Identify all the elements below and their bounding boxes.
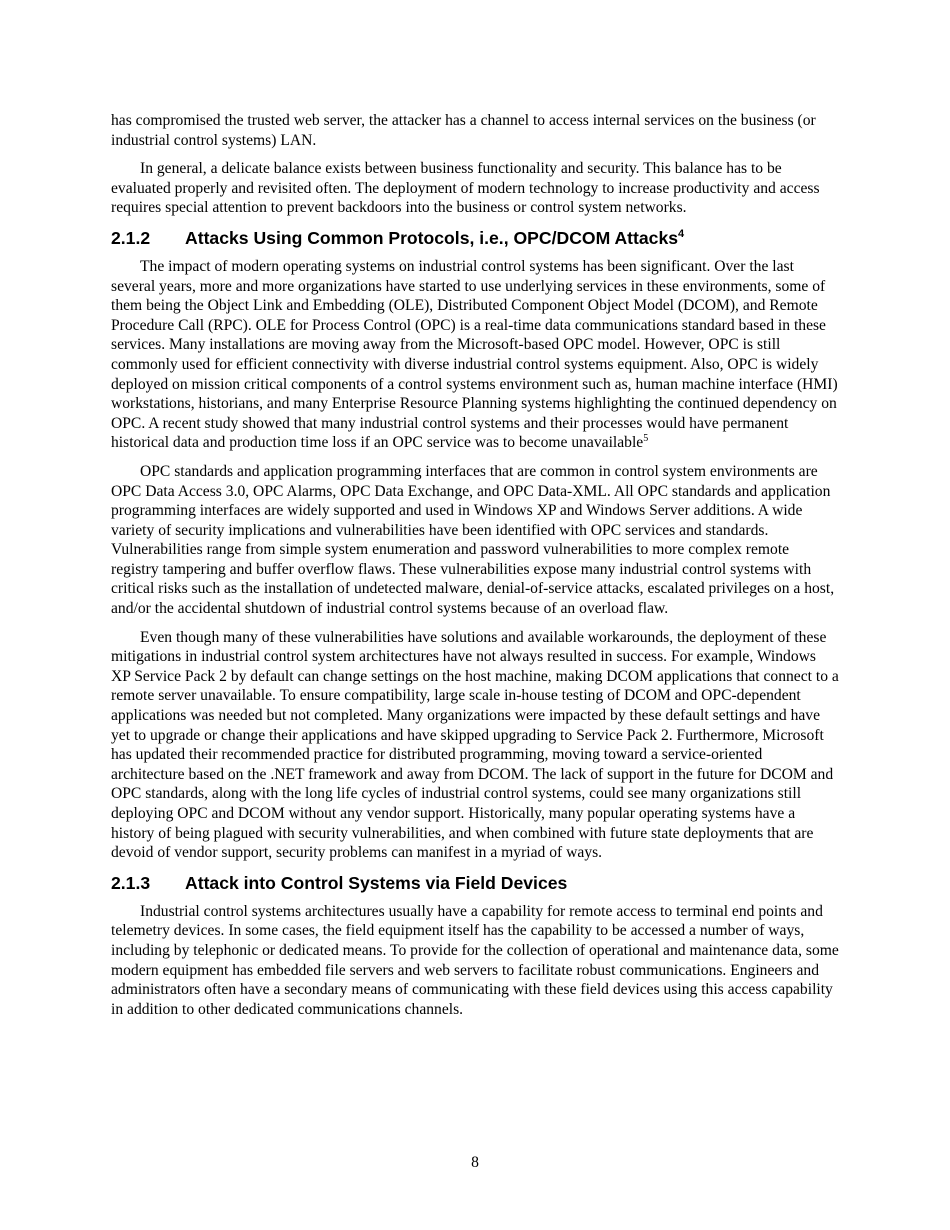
page-content [111, 111, 839, 1028]
paragraph-impact [111, 257, 839, 453]
paragraph-field-devices: Industrial control systems architectures usually have a capability for remote access to terminal end points and telemetry devices. In some cases, the field equipment itself has the capability to be accessed a number of ways, including by telephonic or dedicated means. To provide for the collection of operational and maintenance data, some modern equipment has embedded file servers and web servers to facilitate robust communications. Engineers and administrators often have a secondary means of communicating with these field devices using this access capability in addition to other dedicated communications channels. [111, 902, 839, 1018]
paragraph-balance: In general, a delicate balance exists between business functionality and security. This balance has to be evaluated properly and revisited often. The deployment of modern technology to increase productivity and access requires special attention to prevent backdoors into the business or control system networks. [111, 160, 820, 217]
footnote-ref-4[interactable]: 4 [678, 228, 685, 241]
page-number: 8 [471, 1154, 479, 1171]
paragraph-opc-standards: OPC standards and application programming interfaces that are common in control system environments are OPC Data Access 3.0, OPC Alarms, OPC Data Exchange, and OPC Data-XML. All OPC standards and application programming interfaces are widely supported and used in Windows XP and Windows Server additions. A wide variety of security implications and vulnerabilities have been identified with OPC services and standards. Vulnerabilities range from simple system enumeration and password vulnerabilities to more complex remote registry tampering and buffer overflow flaws. These vulnerabilities expose many industrial control systems with critical risks such as the installation of undetected malware, denial-of-service attacks, escalated privileges on a host, and/or the accidental shutdown of industrial control systems because of an overload flaw. [111, 462, 835, 618]
paragraph-mitigations: Even though many of these vulnerabilities have solutions and available workarounds, the deployment of these mitigations in industrial control system architectures have not always resulted in success. For example, Windows XP Service Pack 2 by default can change settings on the host machine, making DCOM applications that connect to a remote server unavailable. To ensure compatibility, large scale in-house testing of DCOM and OPC-dependent applications was needed but not completed. Many organizations were impacted by these default settings and have yet to upgrade or change their applications and have skipped upgrading to Service Pack 2. Furthermore, Microsoft has updated their recommended practice for distributed programming, moving toward a service-oriented architecture based on the .NET framework and away from DCOM. The lack of support in the future for DCOM and OPC standards, along with the long life cycles of industrial control systems, could see many organizations still deploying OPC and DCOM without any vendor support. Historically, many popular operating systems have a history of being plagued with security vulnerabilities, and when combined with future state deployments that are devoid of vendor support, security problems can manifest in a myriad of ways. [111, 628, 839, 862]
section-heading-2-1-2 [111, 227, 839, 249]
footnote-ref-5[interactable]: 5 [643, 433, 649, 445]
section-title: Attacks Using Common Protocols, i.e., OPC/DCOM Attacks [185, 227, 679, 248]
section-number: 2.1.3 [111, 872, 151, 893]
paragraph-impact-text: The impact of modern operating systems on industrial control systems has been significant. Over the last several years, more and more organizations have started to use underlying services in these environments, some of them being the Object Link and Embedding (OLE), Distributed Component Object Model (DCOM), and Remote Procedure Call (RPC). OLE for Process Control (OPC) is a real-time data communications standard based in these services. Many installations are moving away from the Microsoft-based OPC model. However, OPC is still commonly used for efficient connectivity with diverse industrial control systems equipment. Also, OPC is widely deployed on mission critical components of a control systems environment such as, human machine interface (HMI) workstations, historians, and many Enterprise Resource Planning systems highlighting the continued dependency on OPC. A recent study showed that many industrial control systems and their processes would have permanent historical data and production time loss if an OPC service was to become unavailable [111, 257, 838, 452]
paragraph-continuation: has compromised the trusted web server, the attacker has a channel to access internal services on the business (or industrial control systems) LAN. [111, 112, 816, 149]
section-number: 2.1.2 [111, 227, 151, 248]
section-heading-2-1-3 [111, 872, 839, 894]
section-title: Attack into Control Systems via Field Devices [185, 872, 568, 893]
